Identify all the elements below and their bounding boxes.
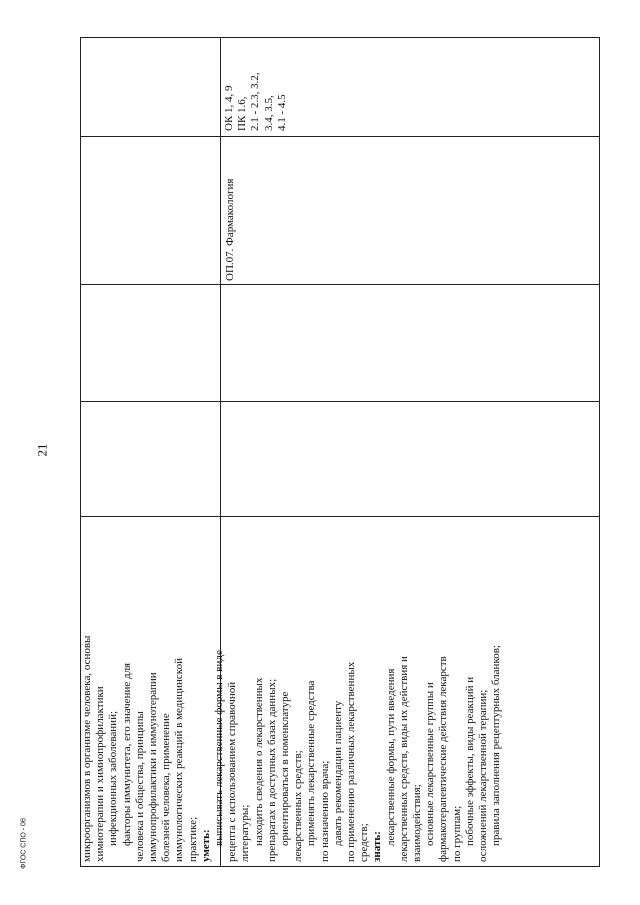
competency-code: ПК 1.6, — [236, 96, 249, 131]
content-line: находить сведения о лекарственных — [252, 677, 265, 846]
content-line: по применению различных лекарственных — [345, 661, 358, 862]
content-line: по назначению врача; — [318, 760, 331, 862]
content-line: взаимодействия; — [411, 784, 424, 862]
competency-code: 4.1 - 4.5 — [275, 94, 288, 131]
competency-code: 2.1 - 2.3, 3.2, — [249, 72, 262, 131]
content-line: иммунопрофилактики и иммунотерапии — [147, 672, 160, 862]
column-divider — [80, 136, 600, 137]
content-line: знать: — [371, 831, 384, 862]
content-line: лекарственных средств, виды их действия и — [397, 656, 410, 862]
column-divider — [80, 284, 600, 285]
content-line: рецепта с использованием справочной — [226, 681, 239, 862]
content-line: литературы; — [239, 804, 252, 862]
content-line: лекарственные формы, пути введения — [384, 668, 397, 846]
page-number: 21 — [34, 443, 49, 457]
discipline-name: ОП.07. Фармакология — [224, 178, 236, 281]
content-line: по группам; — [450, 805, 463, 862]
content-line: осложнений лекарственной терапии; — [477, 689, 490, 862]
content-line: фармакотерапевтические действия лекарств — [437, 656, 450, 862]
content-line: лекарственных средств; — [292, 750, 305, 862]
discipline-cell — [220, 137, 250, 285]
content-line: химиотерапии и химиопрофилактики — [94, 686, 107, 862]
content-line: применять лекарственные средства — [305, 680, 318, 846]
document-footer: ФГОС СПО - 06 — [20, 818, 28, 869]
content-line: человека и общества, принципы — [133, 711, 146, 862]
content-cell — [80, 517, 600, 867]
content-line: микроорганизмов в организме человека, основы — [81, 635, 93, 862]
content-line: инфекционных заболеваний; — [107, 710, 120, 846]
content-line: средств; — [358, 823, 371, 862]
content-line: практике; — [186, 816, 199, 862]
content-line: болезней человека, применение — [160, 713, 173, 862]
content-line: побочные эффекты, виды реакций и — [463, 676, 476, 846]
competency-code: 3.4, 3.5, — [262, 95, 275, 131]
content-line: факторы иммунитета, его значение для — [120, 662, 133, 846]
competencies-cell — [220, 37, 300, 137]
content-line: препаратах в доступных базах данных; — [265, 678, 278, 862]
content-line: ориентироваться в номенклатуре — [279, 691, 292, 846]
competency-code: ОК 1, 4, 9 — [223, 85, 235, 131]
content-line: выписывать лекарственные формы в виде — [213, 650, 226, 846]
column-divider — [80, 401, 600, 402]
content-line: давать рекомендации пациенту — [331, 700, 344, 846]
content-line: иммунологических реакций в медицинской — [173, 658, 186, 862]
content-line: правила заполнения рецептурных бланков; — [490, 645, 503, 846]
content-line: основные лекарственные группы и — [424, 682, 437, 846]
curriculum-table — [80, 37, 600, 867]
content-line: уметь: — [199, 829, 212, 862]
